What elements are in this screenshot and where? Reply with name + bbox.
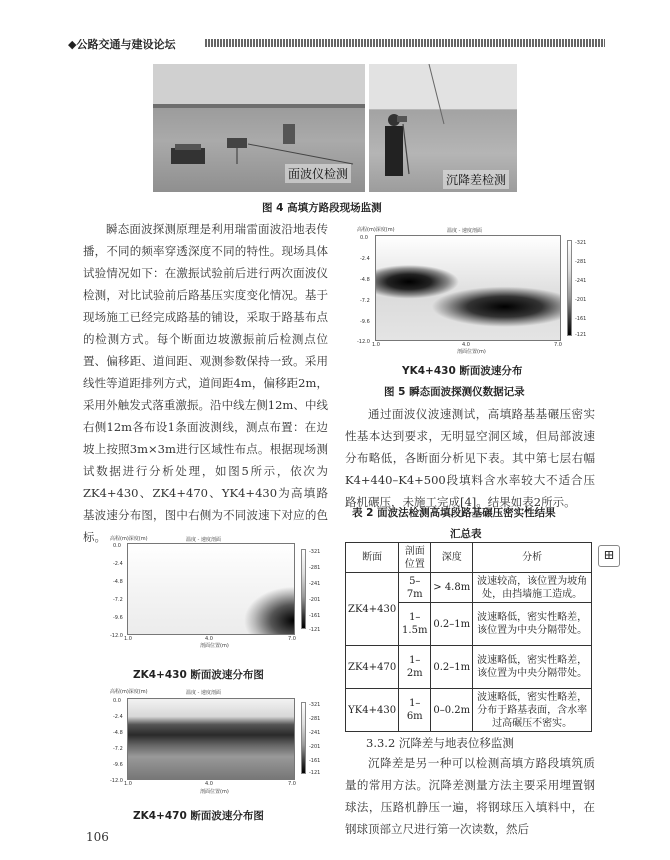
chart2-cbtick-3: -201 bbox=[309, 744, 321, 750]
chart-zk4-430 bbox=[110, 535, 325, 655]
chart3-ytick-1: -2.4 bbox=[360, 256, 370, 262]
table2-cell-position: 1–6m bbox=[399, 689, 431, 732]
chart2-ytick-5: -12.0 bbox=[110, 778, 123, 784]
table2-title-line1: 表 2 面波法检测高填段路基碾压密实性结果 bbox=[352, 507, 556, 519]
chart1-xlabel: 剖面位置(m) bbox=[200, 643, 229, 649]
chart3-cbtick-3: -201 bbox=[575, 297, 587, 303]
figure5-caption: 图 5 瞬态面波探测仪数据记录 bbox=[384, 386, 525, 398]
chart2-caption: ZK4+470 断面波速分布图 bbox=[133, 810, 264, 822]
photo-left-label: 面波仪检测 bbox=[285, 164, 351, 183]
chart1-ytick-3: -7.2 bbox=[113, 597, 123, 603]
chart2-xtick-1: 4.0 bbox=[205, 781, 213, 787]
chart1-cbtick-3: -201 bbox=[309, 597, 321, 603]
chart1-caption: ZK4+430 断面波速分布图 bbox=[133, 669, 264, 681]
chart2-plot-area bbox=[127, 698, 295, 780]
table2-header-section: 断面 bbox=[346, 543, 399, 573]
chart3-ytick-2: -4.8 bbox=[360, 277, 370, 283]
chart2-cbtick-4: -161 bbox=[309, 758, 321, 764]
chart3-title: 温度 - 速度剖面 bbox=[447, 228, 482, 234]
page-number: 106 bbox=[86, 830, 109, 844]
chart1-plot-area bbox=[127, 543, 295, 635]
chart3-ytick-3: -7.2 bbox=[360, 298, 370, 304]
chart2-xtick-2: 7.0 bbox=[288, 781, 296, 787]
chart3-cbtick-0: -321 bbox=[575, 240, 587, 246]
chart3-caption: YK4+430 断面波速分布 bbox=[402, 365, 523, 377]
chart3-ytick-5: -12.0 bbox=[357, 339, 370, 345]
chart1-cbtick-5: -121 bbox=[309, 627, 321, 633]
section-332-heading: 3.3.2 沉降差与地表位移监测 bbox=[366, 736, 514, 750]
chart1-ylabel: 高程(m)深度(m) bbox=[110, 536, 148, 542]
chart2-xlabel: 剖面位置(m) bbox=[200, 789, 229, 795]
chart-yk4-430 bbox=[357, 226, 587, 356]
chart1-title: 温度 - 速度剖面 bbox=[186, 537, 221, 543]
chart3-xtick-2: 7.0 bbox=[554, 342, 562, 348]
header-rule bbox=[205, 39, 605, 47]
table2-cell-section: YK4+430 bbox=[346, 689, 399, 732]
table2-cell-analysis: 波速略低，密实性略差，该位置为中央分隔带处。 bbox=[473, 603, 592, 646]
table2-cell-depth: 0–0.2m bbox=[431, 689, 473, 732]
chart1-ytick-5: -12.0 bbox=[110, 633, 123, 639]
chart3-plot-area bbox=[375, 235, 561, 341]
table-row bbox=[346, 689, 592, 732]
chart1-ytick-4: -9.6 bbox=[113, 615, 123, 621]
chart3-xtick-1: 4.0 bbox=[462, 342, 470, 348]
journal-header: ◆公路交通与建设论坛 bbox=[68, 38, 176, 51]
chart2-ytick-4: -9.6 bbox=[113, 762, 123, 768]
chart2-title: 温度 - 速度剖面 bbox=[186, 690, 221, 696]
chart2-ytick-2: -4.8 bbox=[113, 730, 123, 736]
chart1-cbtick-2: -241 bbox=[309, 581, 321, 587]
chart1-xtick-2: 7.0 bbox=[288, 636, 296, 642]
chart3-xtick-0: 1.0 bbox=[372, 342, 380, 348]
table2-cell-depth: 0.2–1m bbox=[431, 646, 473, 689]
chart2-ytick-0: 0.0 bbox=[113, 698, 121, 704]
chart1-xtick-1: 4.0 bbox=[205, 636, 213, 642]
chart2-ytick-1: -2.4 bbox=[113, 714, 123, 720]
table2 bbox=[345, 542, 592, 732]
table2-cell-position: 1–2m bbox=[399, 646, 431, 689]
left-paragraph: 瞬态面波探测原理是利用瑞雷面波沿地表传播，不同的频率穿透深度不同的特性。现场具体试验情况如下：在激振试验前后进行两次面波仪检测，对比试验前后路基压实度变化情况。基于现场施工已经完成路基的铺设，采取于路基布点的检测方式。每个断面边坡激振前后检测点位置、偏移距、道间距、观测参数保持一致。采用线性等道距排列方式，道间距4m，偏移距2m，采用外触发式落重激振。沿中线左侧12m、中线右侧12m各布设1条面波测线，测点布置：在边坡上按照3m×3m进行区域性布点。根据现场测试数据进行分析处理，如图5所示，依次为ZK4+430、ZK4+470、YK4+430为高填路基波速分布图，图中右侧为不同波速下对应的色标。 bbox=[83, 222, 328, 544]
chart3-cbtick-1: -281 bbox=[575, 259, 587, 265]
photo-settlement-test bbox=[369, 64, 517, 192]
figure4-caption: 图 4 高填方路段现场监测 bbox=[262, 202, 382, 214]
photo-surface-wave-test bbox=[153, 64, 365, 192]
chart3-cbtick-4: -161 bbox=[575, 316, 587, 322]
chart3-cbtick-5: -121 bbox=[575, 332, 587, 338]
chart1-cbtick-1: -281 bbox=[309, 565, 321, 571]
chart3-ylabel: 高程(m)深度(m) bbox=[357, 227, 395, 233]
table2-cell-depth: 0.2–1m bbox=[431, 603, 473, 646]
table2-cell-position: 5–7m bbox=[399, 573, 431, 603]
table-row bbox=[346, 573, 592, 603]
table2-header-depth: 深度 bbox=[431, 543, 473, 573]
chart2-cbtick-2: -241 bbox=[309, 730, 321, 736]
table-row bbox=[346, 646, 592, 689]
photo-right-label: 沉降差检测 bbox=[443, 170, 509, 189]
chart3-xlabel: 剖面位置(m) bbox=[457, 349, 486, 355]
chart3-cbtick-2: -241 bbox=[575, 278, 587, 284]
table-view-icon[interactable]: ⊞ bbox=[598, 545, 620, 567]
section-332-body bbox=[345, 752, 595, 840]
table2-cell-analysis: 波速较高，该位置为坡角处，由挡墙施工造成。 bbox=[473, 573, 592, 603]
chart2-cbtick-1: -281 bbox=[309, 716, 321, 722]
chart3-ytick-4: -9.6 bbox=[360, 319, 370, 325]
chart2-cbtick-0: -321 bbox=[309, 702, 321, 708]
chart-zk4-470 bbox=[110, 688, 325, 798]
chart3-colorbar bbox=[567, 240, 572, 336]
table2-header-row bbox=[346, 543, 592, 573]
chart2-ylabel: 高程(m)深度(m) bbox=[110, 689, 148, 695]
chart1-cbtick-0: -321 bbox=[309, 549, 321, 555]
section-332-paragraph: 沉降差是另一种可以检测高填方路段填筑质量的常用方法。沉降差测量方法主要采用埋置钢球法，压路机静压一遍，将钢球压入填料中，在钢球顶部立尺进行第一次读数，然后 bbox=[345, 756, 595, 836]
table2-cell-analysis: 波速略低，密实性略差，分布于路基表面，含水率过高碾压不密实。 bbox=[473, 689, 592, 732]
chart2-colorbar bbox=[301, 702, 306, 774]
chart2-ytick-3: -7.2 bbox=[113, 746, 123, 752]
chart1-colorbar bbox=[301, 549, 306, 629]
chart2-xtick-0: 1.0 bbox=[124, 781, 132, 787]
table2-cell-analysis: 波速略低，密实性略差，该位置为中央分隔带处。 bbox=[473, 646, 592, 689]
table2-cell-section: ZK4+430 bbox=[346, 573, 399, 646]
table2-header-analysis: 分析 bbox=[473, 543, 592, 573]
left-body-text bbox=[83, 218, 328, 548]
table2-cell-section: ZK4+470 bbox=[346, 646, 399, 689]
chart3-ytick-0: 0.0 bbox=[360, 235, 368, 241]
chart1-xtick-0: 1.0 bbox=[124, 636, 132, 642]
chart1-cbtick-4: -161 bbox=[309, 613, 321, 619]
chart1-ytick-2: -4.8 bbox=[113, 579, 123, 585]
right-body-text bbox=[345, 403, 595, 513]
chart1-ytick-1: -2.4 bbox=[113, 561, 123, 567]
chart1-ytick-0: 0.0 bbox=[113, 543, 121, 549]
table2-cell-position: 1–1.5m bbox=[399, 603, 431, 646]
table2-cell-depth: > 4.8m bbox=[431, 573, 473, 603]
right-paragraph: 通过面波仪波速测试，高填路基基碾压密实性基本达到要求，无明显空洞区域，但局部波速分布略低，各断面分析见下表。其中第七层右幅K4+440–K4+500段填料含水率较大不适合压路机碾压，未施工完成[4]。结果如表2所示。 bbox=[345, 407, 595, 509]
table2-title-line2: 汇总表 bbox=[450, 528, 482, 540]
chart2-cbtick-5: -121 bbox=[309, 770, 321, 776]
table2-header-position: 剖面位置 bbox=[399, 543, 431, 573]
